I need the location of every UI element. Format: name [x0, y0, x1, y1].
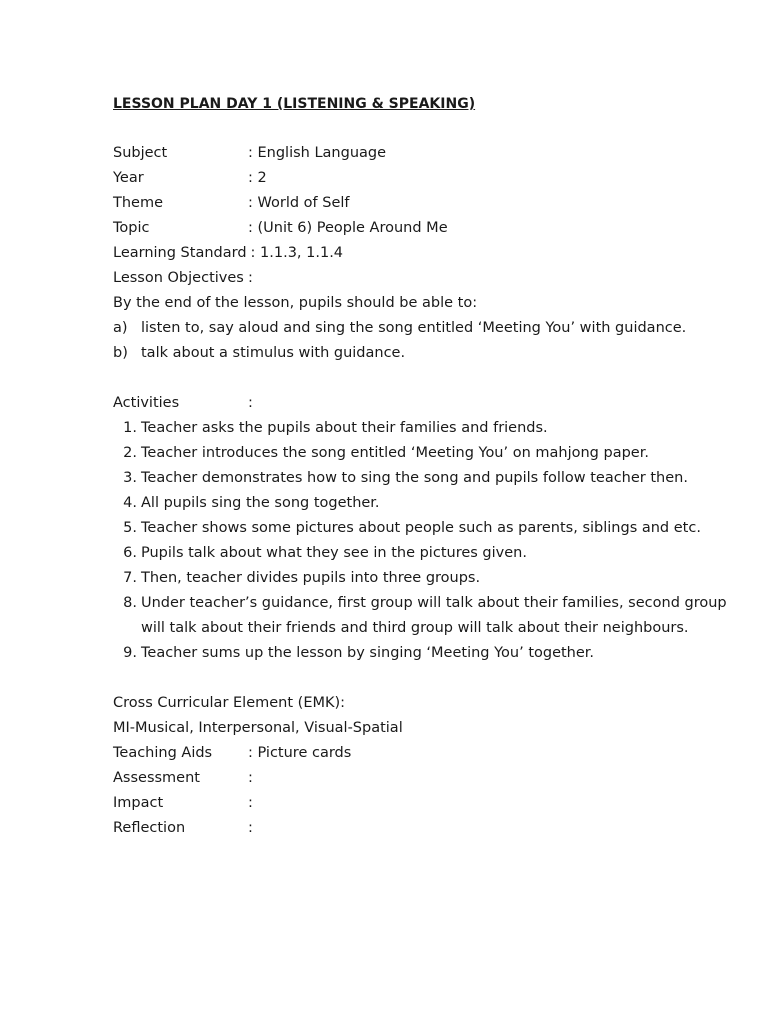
footer-row-teaching-aids [113, 741, 733, 766]
detail-row-topic [113, 216, 733, 241]
activity-number: 6. [123, 545, 137, 561]
activity-item [113, 466, 733, 491]
footer-row-assessment [113, 766, 733, 791]
footer-value: : [248, 795, 253, 811]
footer-label: Teaching Aids [113, 745, 213, 761]
footer-label: Impact [113, 795, 164, 811]
footer-row-impact [113, 791, 733, 816]
activity-item [113, 541, 733, 566]
detail-row-year [113, 166, 733, 191]
objective-text: talk about a stimulus with guidance. [141, 345, 406, 361]
activity-item [113, 566, 733, 591]
activity-number: 8. [123, 595, 137, 611]
activities-section [113, 391, 733, 666]
footer-row-reflection [113, 816, 733, 841]
activities-heading [113, 391, 733, 416]
activity-number: 7. [123, 570, 137, 586]
activity-item [113, 416, 733, 441]
activity-text: Teacher shows some pictures about people such as parents, siblings and etc. [141, 520, 701, 536]
detail-value: : 1.1.3, 1.1.4 [250, 245, 344, 261]
cross-curricular-section [113, 691, 733, 741]
footer-label: Assessment [113, 770, 200, 786]
activity-number: 9. [123, 645, 137, 661]
detail-label: Subject [113, 145, 168, 161]
footer-fields-section [113, 741, 733, 841]
activities-label: Activities [113, 395, 180, 411]
activity-item [113, 591, 733, 641]
detail-label: Learning Standard [113, 245, 247, 261]
detail-row-theme [113, 191, 733, 216]
activities-colon: : [248, 395, 253, 411]
detail-value: : 2 [248, 170, 267, 186]
activity-text: Teacher asks the pupils about their families and friends. [141, 420, 548, 436]
activity-text: Teacher sums up the lesson by singing ‘Meeting You’ together. [141, 645, 595, 661]
activity-text: Teacher demonstrates how to sing the song and pupils follow teacher then. [141, 470, 688, 486]
activity-text: Teacher introduces the song entitled ‘Meeting You’ on mahjong paper. [141, 445, 649, 461]
detail-row-lesson-objectives [113, 266, 733, 291]
objective-item [113, 341, 733, 366]
activity-item [113, 641, 733, 666]
detail-label: Topic [113, 220, 150, 236]
detail-row-subject [113, 141, 733, 166]
activity-item [113, 491, 733, 516]
footer-value: : [248, 820, 253, 836]
activity-text: All pupils sing the song together. [141, 495, 380, 511]
objectives-section [113, 291, 733, 366]
activity-item [113, 516, 733, 541]
lesson-plan-document [113, 92, 733, 841]
objective-item [113, 316, 733, 341]
objectives-intro: By the end of the lesson, pupils should be able to: [113, 295, 478, 311]
activity-number: 1. [123, 420, 137, 436]
activity-number: 3. [123, 470, 137, 486]
cross-curricular-label: Cross Curricular Element (EMK): [113, 695, 346, 711]
activity-item [113, 441, 733, 466]
activity-number: 4. [123, 495, 137, 511]
document-title: LESSON PLAN DAY 1 (LISTENING & SPEAKING) [113, 96, 476, 112]
footer-value: : [248, 770, 253, 786]
detail-value: : World of Self [248, 195, 350, 211]
objective-marker: b) [113, 345, 128, 361]
objective-text: listen to, say aloud and sing the song entitled ‘Meeting You’ with guidance. [141, 320, 687, 336]
activity-number: 5. [123, 520, 137, 536]
activity-text: Pupils talk about what they see in the pictures given. [141, 545, 527, 561]
activity-number: 2. [123, 445, 137, 461]
activities-list [113, 416, 733, 666]
objective-marker: a) [113, 320, 128, 336]
detail-value: : [248, 270, 253, 286]
detail-label: Lesson Objectives [113, 270, 244, 286]
detail-row-learning-standard [113, 241, 733, 266]
details-section [113, 141, 733, 291]
detail-label: Year [113, 170, 144, 186]
detail-value: : (Unit 6) People Around Me [248, 220, 448, 236]
detail-label: Theme [113, 195, 164, 211]
activity-text: Then, teacher divides pupils into three groups. [141, 570, 481, 586]
detail-value: : English Language [248, 145, 387, 161]
footer-label: Reflection [113, 820, 186, 836]
activity-text: Under teacher’s guidance, first group will talk about their families, second group will talk about their friends and third group will talk about their neighbours. [141, 595, 727, 636]
cross-curricular-value: MI-Musical, Interpersonal, Visual-Spatial [113, 720, 403, 736]
footer-value: : Picture cards [248, 745, 352, 761]
